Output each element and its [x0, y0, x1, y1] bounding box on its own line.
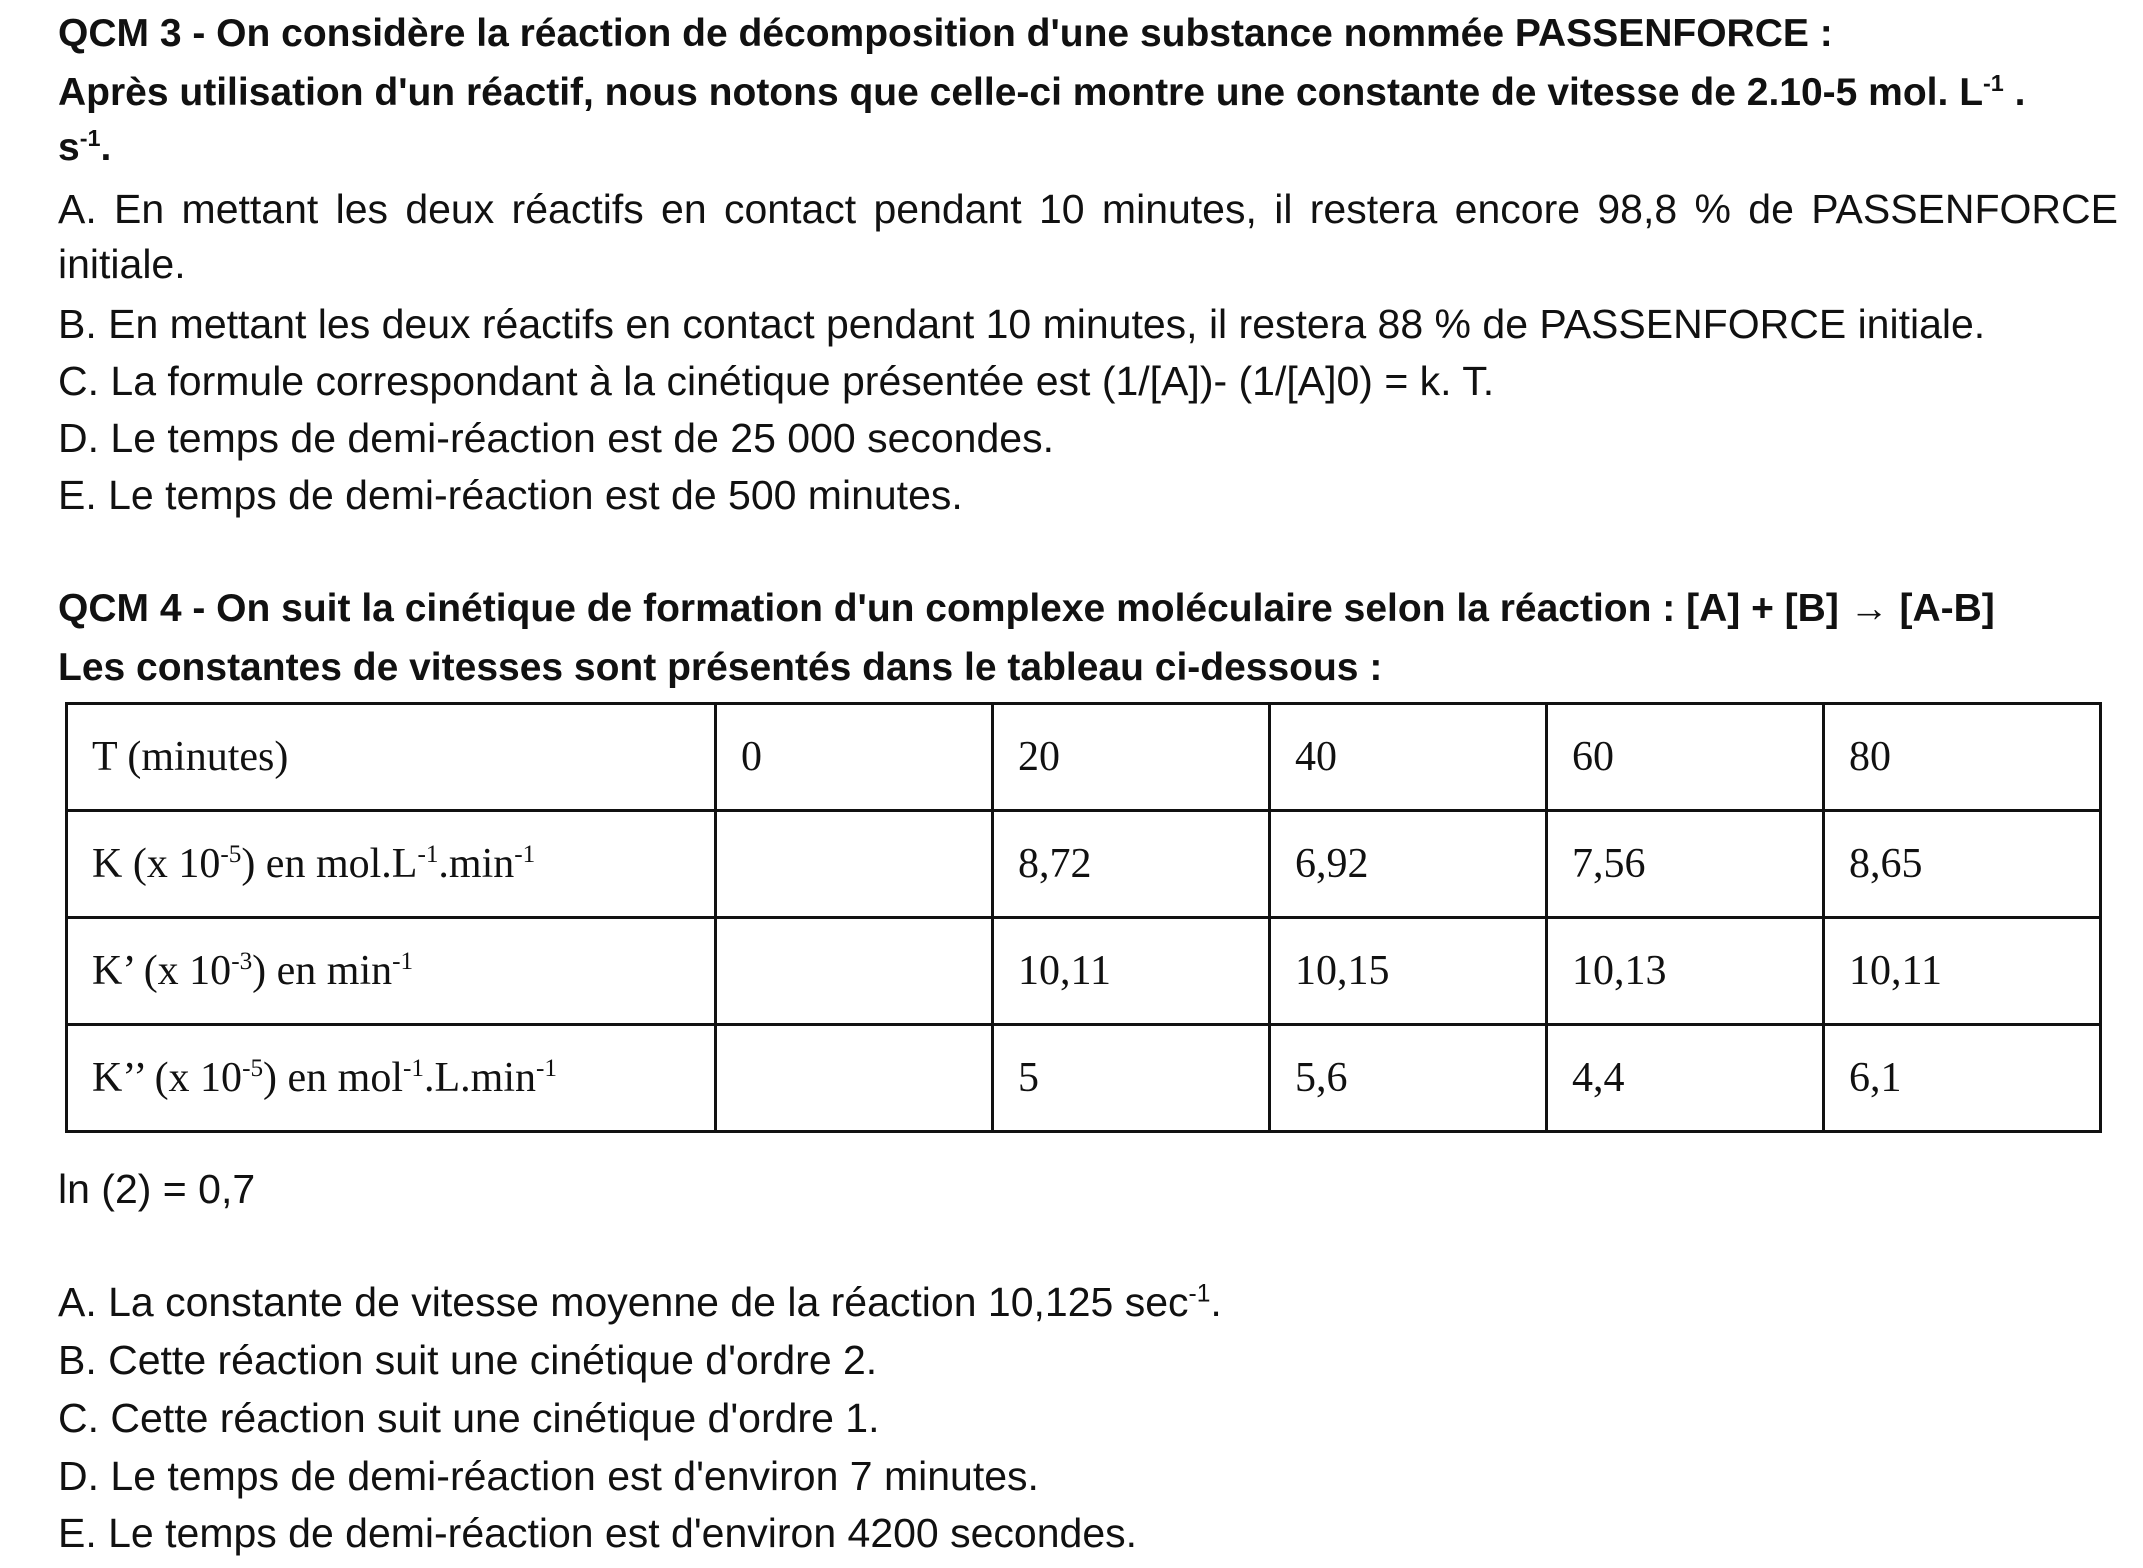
qcm4-option-b: B. Cette réaction suit une cinétique d'ordre 2. — [58, 1337, 878, 1383]
qcm4-option-c: C. Cette réaction suit une cinétique d'ordre 1. — [58, 1395, 880, 1441]
table-cell: 6,92 — [1270, 811, 1547, 918]
table-cell — [716, 918, 993, 1025]
label-part: K’’ (x 10 — [92, 1055, 243, 1101]
label-part: K’ (x 10 — [92, 948, 232, 994]
table-cell: 10,11 — [993, 918, 1270, 1025]
row-header — [67, 811, 716, 918]
table-cell: 8,65 — [1824, 811, 2101, 918]
table-row-time — [67, 704, 2101, 811]
qcm3-option-b: B. En mettant les deux réactifs en contact pendant 10 minutes, il restera 88 % de PASSENFORCE initiale. — [58, 301, 1986, 347]
superscript: -5 — [220, 841, 242, 868]
period: . — [100, 126, 112, 169]
table-cell: 0 — [716, 704, 993, 811]
table-cell: 6,1 — [1824, 1025, 2101, 1132]
superscript: -1 — [392, 948, 414, 975]
qcm3-option-c: C. La formule correspondant à la cinétique présentée est (1/[A])- (1/[A]0) = k. T. — [58, 358, 1495, 404]
table-cell: 20 — [993, 704, 1270, 811]
qcm3-option-a-cont: initiale. — [58, 241, 186, 287]
superscript: -1 — [536, 1055, 557, 1082]
superscript: -1 — [417, 841, 439, 868]
row-header — [67, 918, 716, 1025]
table-cell: 8,72 — [993, 811, 1270, 918]
table-cell: 5,6 — [1270, 1025, 1547, 1132]
superscript: -1 — [514, 841, 536, 868]
qcm4-option-d: D. Le temps de demi-réaction est d'environ 7 minutes. — [58, 1453, 1039, 1499]
qcm3-stem-text: Après utilisation d'un réactif, nous notons que celle-ci montre une constante de vitesse de 2.10-5 mol. L — [58, 71, 1984, 114]
unit-s: s — [58, 126, 80, 169]
table-cell: 80 — [1824, 704, 2101, 811]
ln2-note: ln (2) = 0,7 — [58, 1166, 256, 1212]
label-part: ) en mol — [263, 1055, 404, 1101]
qcm4-option-e: E. Le temps de demi-réaction est d'environ 4200 secondes. — [58, 1510, 1138, 1556]
row-header: T (minutes) — [67, 704, 716, 811]
row-header — [67, 1025, 716, 1132]
table-cell: 5 — [993, 1025, 1270, 1132]
superscript: -1 — [403, 1055, 424, 1082]
table-cell — [716, 811, 993, 918]
table-cell: 40 — [1270, 704, 1547, 811]
label-part: ) en min — [252, 948, 393, 994]
qcm3-stem-units — [58, 124, 111, 172]
label-part: .min — [438, 841, 515, 887]
table-row-k-double-prime — [67, 1025, 2101, 1132]
superscript: -1 — [1188, 1280, 1211, 1308]
qcm4-subtitle: Les constantes de vitesses sont présentés dans le tableau ci-dessous : — [58, 646, 1383, 689]
period: . — [1210, 1279, 1222, 1325]
qcm3-stem — [58, 69, 2026, 117]
table-cell: 10,13 — [1547, 918, 1824, 1025]
qcm3-title: QCM 3 - On considère la réaction de décomposition d'une substance nommée PASSENFORCE : — [58, 12, 1833, 55]
rate-constants-table — [65, 702, 2102, 1133]
qcm4-option-a — [58, 1278, 1222, 1326]
superscript: -1 — [1983, 70, 2004, 96]
table-row-k — [67, 811, 2101, 918]
table-row-k-prime — [67, 918, 2101, 1025]
table-cell — [716, 1025, 993, 1132]
qcm3-option-a: A. En mettant les deux réactifs en contact pendant 10 minutes, il restera encore 98,8 % de PASSENFORCE — [58, 186, 2118, 232]
table-cell: 60 — [1547, 704, 1824, 811]
table-cell: 10,15 — [1270, 918, 1547, 1025]
table-cell: 4,4 — [1547, 1025, 1824, 1132]
label-part: .L.min — [424, 1055, 536, 1101]
table-cell: 7,56 — [1547, 811, 1824, 918]
qcm3-option-e: E. Le temps de demi-réaction est de 500 minutes. — [58, 472, 963, 518]
qcm4-title: QCM 4 - On suit la cinétique de formation d'un complexe moléculaire selon la réaction : [A] + [B] → [A-B] — [58, 587, 1995, 630]
superscript: -5 — [242, 1055, 264, 1082]
option-text: A. La constante de vitesse moyenne de la réaction 10,125 sec — [58, 1279, 1189, 1325]
label-part: K (x 10 — [92, 841, 221, 887]
superscript: -1 — [79, 125, 101, 151]
table-cell: 10,11 — [1824, 918, 2101, 1025]
superscript: -3 — [231, 948, 253, 975]
qcm3-option-d: D. Le temps de demi-réaction est de 25 000 secondes. — [58, 415, 1054, 461]
qcm3-stem-dot: . — [2003, 71, 2026, 114]
label-part: ) en mol.L — [241, 841, 418, 887]
